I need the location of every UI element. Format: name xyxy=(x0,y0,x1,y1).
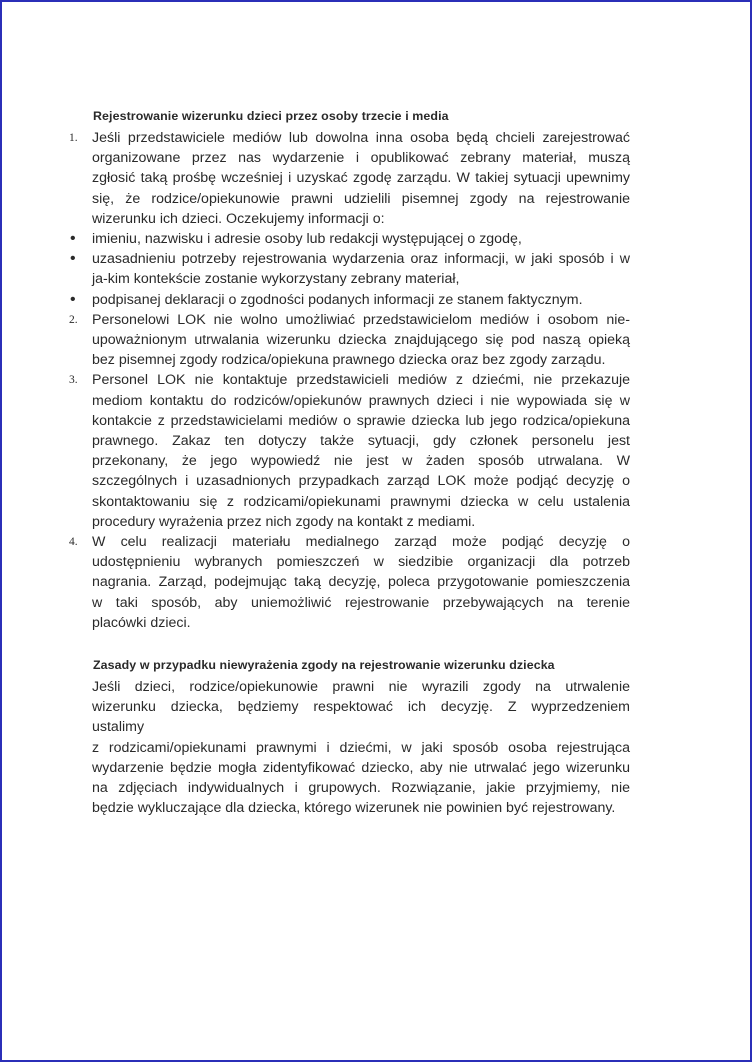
text-line: na zdjęciach indywidualnych i grupowych. Rozwiązanie, jakie przyjmiemy, nie xyxy=(92,780,630,797)
list-item-2 xyxy=(69,310,630,371)
text-line: kontakcie z przedstawicielami mediów o sprawie dziecka lub jego rodzica/opiekuna xyxy=(92,412,630,429)
text-line: ja-kim kontekście zostanie wykorzystany zebrany materiał, xyxy=(92,271,460,288)
list-marker: 2. xyxy=(69,313,78,326)
text-line: imieniu, nazwisku i adresie osoby lub redakcji występującej o zgodę, xyxy=(92,231,522,248)
list-marker: 3. xyxy=(69,374,78,387)
text-line: mediom kontaktu do rodziców/opiekunów prawnych dzieci i nie wypowiada się w xyxy=(92,392,630,409)
text-line: placówki dzieci. xyxy=(92,614,191,631)
text-line: zgłosić taką prośbę wcześniej i uzyskać zgodę zarządu. W takiej sytuacji upewnimy xyxy=(92,170,630,187)
list-item-1 xyxy=(69,128,630,229)
text-line: Jeśli dzieci, rodzice/opiekunowie prawni nie wyrazili zgody na utrwalenie xyxy=(92,679,630,696)
text-line: upoważnionym utrwalania wizerunku dziecka znajdującego się pod naszą opieką xyxy=(92,332,630,349)
text-line: się, że rodzice/opiekunowie prawni udzielili pisemnej zgody na rejestrowanie xyxy=(92,190,630,207)
text-line: udostępnieniu wybranych pomieszczeń w siedzibie organizacji dla potrzeb xyxy=(92,554,630,571)
text-line: w taki sposób, aby uniemożliwić rejestrowanie przebywających na terenie xyxy=(92,594,630,611)
text-line: wizerunku dziecka, będziemy respektować ich decyzję. Z wyprzedzeniem xyxy=(92,699,630,716)
text-line: skontaktowaniu się z rodzicami/opiekunami prawnymi dziecka w celu ustalenia xyxy=(92,493,630,510)
no-consent-paragraph xyxy=(92,677,630,818)
text-line: prawnego. Zakaz ten dotyczy także sytuacji, gdy członek personelu jest xyxy=(92,433,630,450)
list-item-4 xyxy=(69,532,630,633)
text-line: wydarzenie będzie mogła zidentyfikować dziecko, aby nie utrwalać jego wizerunku xyxy=(92,759,630,776)
text-line: ustalimy xyxy=(92,719,145,736)
list-marker: 1. xyxy=(69,132,78,144)
text-line: Personel LOK nie kontaktuje przedstawicieli mediów z dziećmi, nie przekazuje xyxy=(92,372,630,389)
document-content xyxy=(69,106,630,819)
text-line: nagrania. Zarząd, podejmując taką decyzję, poleca przygotowanie pomieszczenia xyxy=(92,574,630,591)
section-heading-no-consent: Zasady w przypadku niewyrażenia zgody na rejestrowanie wizerunku dziecka xyxy=(93,658,555,673)
section-heading-media: Rejestrowanie wizerunku dzieci przez osoby trzecie i media xyxy=(93,109,449,123)
list-marker: 4. xyxy=(69,536,78,549)
bullet-marker: • xyxy=(70,290,76,308)
text-line: Jeśli przedstawiciele mediów lub dowolna inna osoba będą chcieli zarejestrować xyxy=(92,130,630,146)
bullet-marker: • xyxy=(70,230,76,248)
text-line: procedury wyrażenia przez nich zgody na kontakt z mediami. xyxy=(92,513,476,530)
bullet-item-3 xyxy=(70,290,630,310)
bullet-item-2 xyxy=(70,249,630,289)
text-line: Personelowi LOK nie wolno umożliwiać przedstawicielom mediów i osobom nie- xyxy=(92,311,630,328)
bullet-item-1 xyxy=(70,229,630,249)
list-item-3 xyxy=(69,370,630,532)
text-line: organizowane przez nas wydarzenie i opublikować zebrany materiał, muszą xyxy=(92,150,630,167)
text-line: z rodzicami/opiekunami prawnymi i dziećmi, w jaki sposób osoba rejestrująca xyxy=(92,739,630,756)
text-line: podpisanej deklaracji o zgodności podanych informacji ze stanem faktycznym. xyxy=(92,291,583,308)
text-line: wizerunku ich dzieci. Oczekujemy informacji o: xyxy=(92,210,385,227)
text-line: W celu realizacji materiału medialnego zarząd może podjąć decyzję o xyxy=(92,534,630,551)
bullet-marker: • xyxy=(70,250,76,268)
text-line: będzie wykluczające dla dziecka, którego wizerunek nie powinien być rejestrowany. xyxy=(92,800,616,817)
text-line: przekonany, że jego wypowiedź nie jest w żaden sposób utrwalana. W xyxy=(92,453,630,470)
text-line: bez pisemnej zgody rodzica/opiekuna prawnego dziecka oraz bez zgody zarządu. xyxy=(92,352,606,369)
text-line: szczególnych i uzasadnionych przypadkach zarząd LOK może podjąć decyzję o xyxy=(92,473,630,490)
text-line: uzasadnieniu potrzeby rejestrowania wydarzenia oraz informacji, w jaki sposób i w xyxy=(92,251,630,268)
